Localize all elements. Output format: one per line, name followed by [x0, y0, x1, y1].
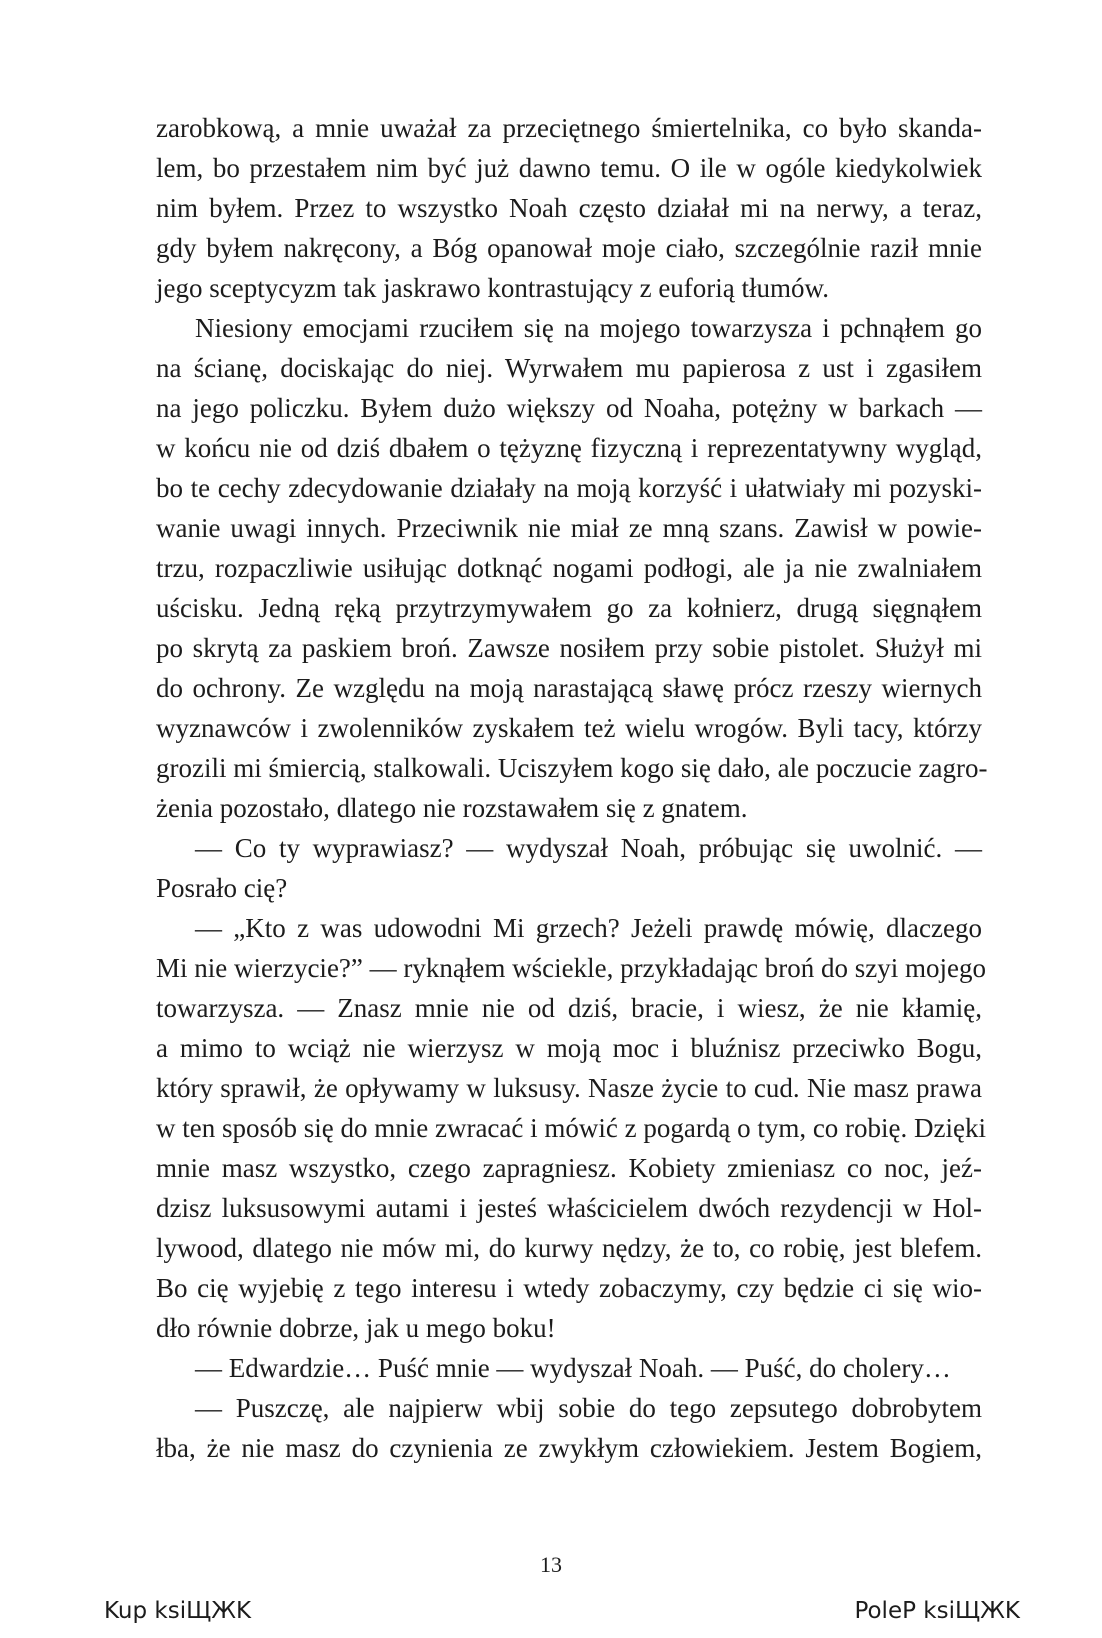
text-line: który sprawił, że opływamy w luksusy. Nasze życie to cud. Nie masz prawa: [156, 1073, 982, 1103]
text-line: żenia pozostało, dlatego nie rozstawałem się z gnatem.: [156, 793, 748, 823]
text-line: gdy byłem nakręcony, a Bóg opanował moje ciało, szczególnie raził mnie: [156, 233, 982, 263]
text-line: Mi nie wierzycie?” — ryknąłem wściekle, przykładając broń do szyi mojego: [156, 953, 986, 983]
text-line: — Co ty wyprawiasz? — wydyszał Noah, próbując się uwolnić. —: [195, 833, 982, 863]
text-line: Bo cię wyjebię z tego interesu i wtedy zobaczymy, czy będzie ci się wio-: [156, 1273, 982, 1303]
text-line: na jego policzku. Byłem dużo większy od Noaha, potężny w barkach —: [156, 393, 982, 423]
text-line: grozili mi śmiercią, stalkowali. Uciszyłem kogo się dało, ale poczucie zagro-: [156, 753, 988, 783]
text-line: nim byłem. Przez to wszystko Noah często działał mi na nerwy, a teraz,: [156, 193, 982, 223]
text-line: wanie uwagi innych. Przeciwnik nie miał ze mną szans. Zawisł w powie-: [156, 513, 982, 543]
text-line: — „Kto z was udowodni Mi grzech? Jeżeli prawdę mówię, dlaczego: [195, 913, 982, 943]
text-line: lem, bo przestałem nim być już dawno temu. O ile w ogóle kiedykolwiek: [156, 153, 982, 183]
text-line: — Edwardzie… Puść mnie — wydyszał Noah. — Puść, do cholery…: [195, 1353, 951, 1383]
footer-recommend-book-link[interactable]: PoleP ksiЩЖK: [854, 1598, 1020, 1624]
text-line: bo te cechy zdecydowanie działały na moją korzyść i ułatwiały mi pozyski-: [156, 473, 982, 503]
text-line: Niesiony emocjami rzuciłem się na mojego towarzysza i pchnąłem go: [195, 313, 982, 343]
text-line: towarzysza. — Znasz mnie nie od dziś, bracie, i wiesz, że nie kłamię,: [156, 993, 982, 1023]
page-number: 13: [540, 1552, 562, 1577]
text-line: mnie masz wszystko, czego zapragniesz. Kobiety zmieniasz co noc, jeź-: [156, 1153, 982, 1183]
text-line: zarobkową, a mnie uważał za przeciętnego śmiertelnika, co było skanda-: [156, 113, 982, 143]
text-line: a mimo to wciąż nie wierzysz w moją moc i bluźnisz przeciwko Bogu,: [156, 1033, 982, 1063]
text-line: jego sceptycyzm tak jaskrawo kontrastujący z euforią tłumów.: [156, 273, 830, 303]
text-line: uścisku. Jedną ręką przytrzymywałem go za kołnierz, drugą sięgnąłem: [156, 593, 982, 623]
text-line: dzisz luksusowymi autami i jesteś właścicielem dwóch rezydencji w Hol-: [156, 1193, 982, 1223]
text-line: w końcu nie od dziś dbałem o tężyznę fizyczną i reprezentatywny wygląd,: [156, 433, 982, 463]
text-line: na ścianę, dociskając do niej. Wyrwałem mu papierosa z ust i zgasiłem: [156, 353, 982, 383]
text-line: wyznawców i zwolenników zyskałem też wielu wrogów. Byli tacy, którzy: [156, 713, 982, 743]
text-line: w ten sposób się do mnie zwracać i mówić z pogardą o tym, co robię. Dzięki: [156, 1113, 986, 1143]
body-text: [156, 108, 988, 1468]
footer-buy-book-link[interactable]: Kup ksiЩЖK: [104, 1598, 252, 1624]
text-line: Posrało cię?: [156, 873, 288, 903]
text-line: łba, że nie masz do czynienia ze zwykłym człowiekiem. Jestem Bogiem,: [156, 1433, 982, 1463]
text-line: lywood, dlatego nie mów mi, do kurwy nędzy, że to, co robię, jest blefem.: [156, 1233, 982, 1263]
text-line: po skrytą za paskiem broń. Zawsze nosiłem przy sobie pistolet. Służył mi: [156, 633, 982, 663]
text-line: trzu, rozpaczliwie usiłując dotknąć nogami podłogi, ale ja nie zwalniałem: [156, 553, 982, 583]
text-line: dło równie dobrze, jak u mego boku!: [156, 1313, 556, 1343]
text-line: — Puszczę, ale najpierw wbij sobie do tego zepsutego dobrobytem: [195, 1393, 982, 1423]
text-line: do ochrony. Ze względu na moją narastającą sławę prócz rzeszy wiernych: [156, 673, 982, 703]
